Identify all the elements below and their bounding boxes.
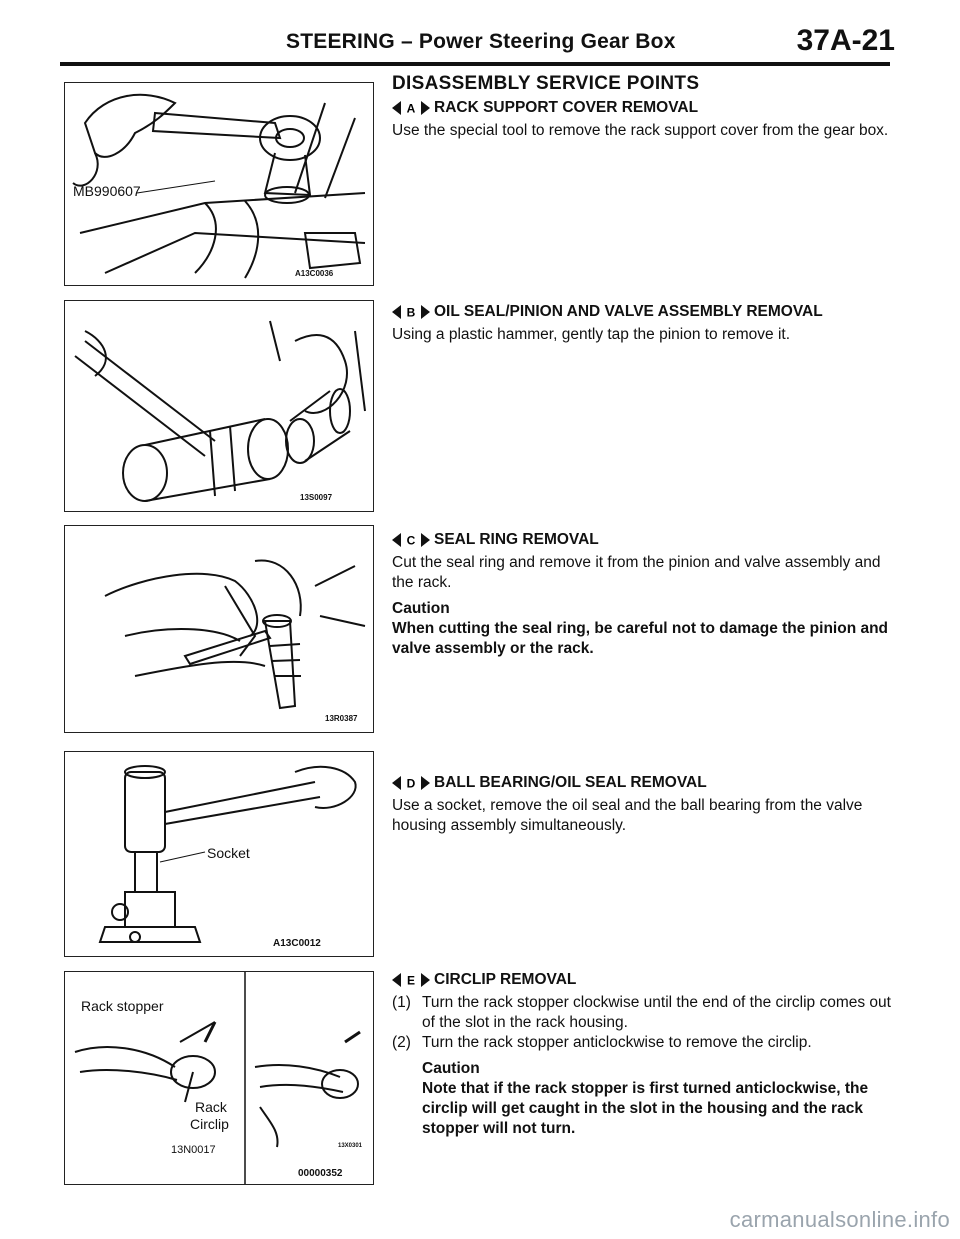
section-e-caution [392,1059,897,1139]
step-item [392,1033,897,1053]
rack-label: Rack [195,1099,227,1115]
illustration-seal-ring-cut [65,526,374,733]
section-c-title [392,530,897,550]
illustration-hammer-pinion [65,301,374,512]
figure-code: 13S0097 [300,493,333,502]
figure-plastic-hammer [64,300,374,512]
section-b-title [392,302,897,322]
main-title: DISASSEMBLY SERVICE POINTS [392,73,700,94]
svg-text:E: E [406,973,416,987]
section-a-title-text: RACK SUPPORT COVER REMOVAL [434,99,699,116]
figure-code: 13R0387 [325,714,358,723]
section-e-steps [392,993,897,1053]
svg-text:D: D [406,776,416,790]
section-c-caution-body: When cutting the seal ring, be careful not to damage the pinion and valve assembly or the rack. [392,620,889,657]
section-d-body: Use a socket, remove the oil seal and the ball bearing from the valve housing assembly simultaneously. [392,797,863,834]
watermark: carmanualsonline.info [729,1207,950,1232]
section-a-body: Use the special tool to remove the rack support cover from the gear box. [392,122,889,139]
figure-code: A13C0036 [295,269,334,278]
section-b-title-text: OIL SEAL/PINION AND VALVE ASSEMBLY REMOVAL [434,303,823,320]
svg-text:C: C [406,533,416,547]
page-header [60,22,895,62]
svg-text:B: B [406,305,416,319]
header-title: STEERING – Power Steering Gear Box [286,30,676,53]
double-arrow-icon [392,773,430,793]
section-e-title-text: CIRCLIP REMOVAL [434,971,577,988]
double-arrow-icon [392,530,430,550]
double-arrow-icon [392,98,430,118]
section-d-title-text: BALL BEARING/OIL SEAL REMOVAL [434,774,707,791]
circlip-label: Circlip [190,1116,229,1132]
step-item [392,993,897,1033]
step-number: (1) [392,994,411,1011]
section-d-title [392,773,897,793]
section-b [392,302,897,351]
figure-code-right-small: 13X0301 [338,1143,363,1149]
section-c-title-text: SEAL RING REMOVAL [434,531,599,548]
section-c-caution-heading: Caution [392,600,450,617]
figure-code-bottom: 00000352 [298,1168,343,1179]
section-e-caution-heading: Caution [422,1060,480,1077]
step-text: Turn the rack stopper anticlockwise to remove the circlip. [422,1034,812,1051]
section-a [392,74,897,147]
page-number: 37A-21 [796,24,895,57]
svg-text:A: A [406,101,416,115]
figure-code: A13C0012 [273,938,321,949]
section-e [392,970,897,1139]
rack-stopper-label: Rack stopper [81,998,164,1014]
figure-rack-support-cover [64,82,374,286]
section-a-title [392,98,897,118]
section-e-caution-body: Note that if the rack stopper is first turned anticlockwise, the circlip will get caught in the slot in the housing and the rack stopper will not turn. [422,1080,869,1137]
figure-code-left: 13N0017 [171,1144,216,1156]
figure-socket-hammer [64,751,374,957]
section-b-body: Using a plastic hammer, gently tap the pinion to remove it. [392,326,791,343]
section-d [392,773,897,842]
header-rule [60,62,890,66]
double-arrow-icon [392,302,430,322]
figure-seal-ring [64,525,374,733]
step-text: Turn the rack stopper clockwise until the end of the circlip comes out of the slot in the rack housing. [422,994,891,1031]
section-c [392,530,897,659]
tool-label: MB990607 [73,183,141,199]
section-e-title [392,970,897,990]
socket-label: Socket [207,845,250,861]
section-c-body: Cut the seal ring and remove it from the pinion and valve assembly and the rack. [392,554,881,591]
figure-circlip [64,971,374,1185]
step-number: (2) [392,1034,411,1051]
double-arrow-icon [392,970,430,990]
